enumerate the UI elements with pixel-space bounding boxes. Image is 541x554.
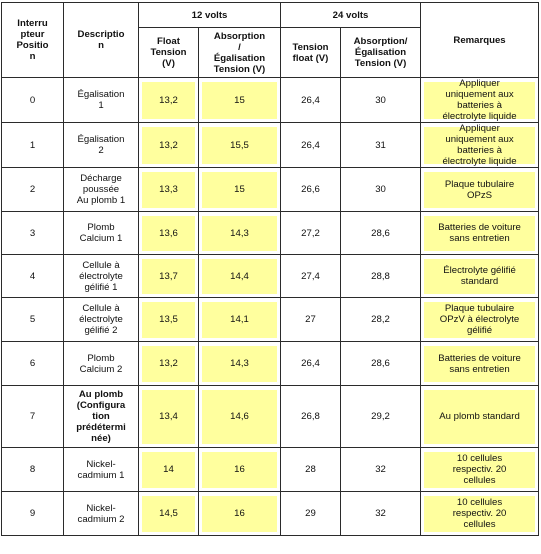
absorption-12v-value-cell	[199, 448, 281, 492]
absorption-24v-cell: 28,6	[341, 212, 421, 255]
float-12v-value: 14	[142, 452, 195, 488]
absorption-24v-cell: 32	[341, 492, 421, 536]
float-12v-value: 13,2	[142, 127, 195, 164]
remark-value-cell	[421, 168, 539, 212]
float-12v-value-cell	[139, 123, 199, 168]
position-cell: 2	[2, 168, 64, 212]
remark-value: Batteries de voiture sans entretien	[424, 346, 535, 382]
battery-settings-table	[1, 2, 539, 536]
float-12v-value: 13,7	[142, 259, 195, 294]
absorption-12v-value: 14,3	[202, 216, 277, 251]
absorption-12v-value-cell	[199, 386, 281, 448]
float-12v-value-cell	[139, 342, 199, 386]
remark-value-cell	[421, 78, 539, 123]
absorption-12v-value-cell	[199, 342, 281, 386]
absorption-12v-value-cell	[199, 168, 281, 212]
header-float-12v: Float Tension (V)	[139, 28, 199, 78]
float-12v-value: 13,2	[142, 82, 195, 119]
float-24v-cell: 26,6	[281, 168, 341, 212]
absorption-24v-cell: 32	[341, 448, 421, 492]
description-cell: Cellule à électrolyte gélifié 1	[64, 255, 139, 298]
remark-value-cell	[421, 123, 539, 168]
table-row	[2, 168, 539, 212]
float-12v-value: 14,5	[142, 496, 195, 532]
float-24v-cell: 26,4	[281, 78, 341, 123]
table-row	[2, 492, 539, 536]
absorption-12v-value: 14,4	[202, 259, 277, 294]
absorption-12v-value: 14,1	[202, 302, 277, 338]
header-description: Descriptio n	[64, 3, 139, 78]
header-12-volts: 12 volts	[139, 3, 281, 28]
header-float-24v: Tension float (V)	[281, 28, 341, 78]
table-row	[2, 298, 539, 342]
remark-value: Appliquer uniquement aux batteries à électrolyte liquide	[424, 82, 535, 119]
remark-value: Plaque tubulaire OPzV à électrolyte gélifié	[424, 302, 535, 338]
table-row	[2, 255, 539, 298]
remark-value: Appliquer uniquement aux batteries à électrolyte liquide	[424, 127, 535, 164]
position-cell: 3	[2, 212, 64, 255]
float-12v-value: 13,4	[142, 390, 195, 444]
header-absorption-24v: Absorption/ Égalisation Tension (V)	[341, 28, 421, 78]
position-cell: 7	[2, 386, 64, 448]
remark-value-cell	[421, 342, 539, 386]
header-row-group	[2, 3, 539, 28]
absorption-12v-value-cell	[199, 123, 281, 168]
float-12v-value-cell	[139, 298, 199, 342]
absorption-24v-cell: 29,2	[341, 386, 421, 448]
absorption-24v-cell: 30	[341, 168, 421, 212]
float-12v-value-cell	[139, 168, 199, 212]
remark-value-cell	[421, 448, 539, 492]
remark-value: Électrolyte gélifié standard	[424, 259, 535, 294]
absorption-24v-cell: 28,2	[341, 298, 421, 342]
float-12v-value-cell	[139, 212, 199, 255]
float-24v-cell: 27	[281, 298, 341, 342]
absorption-12v-value-cell	[199, 255, 281, 298]
remark-value: Au plomb standard	[424, 390, 535, 444]
absorption-24v-cell: 30	[341, 78, 421, 123]
header-position: Interru pteur Positio n	[2, 3, 64, 78]
absorption-24v-cell: 28,8	[341, 255, 421, 298]
float-24v-cell: 27,4	[281, 255, 341, 298]
position-cell: 5	[2, 298, 64, 342]
description-cell: Plomb Calcium 2	[64, 342, 139, 386]
description-cell: Au plomb (Configura tion prédétermi née)	[64, 386, 139, 448]
absorption-12v-value-cell	[199, 212, 281, 255]
description-cell: Plomb Calcium 1	[64, 212, 139, 255]
absorption-12v-value-cell	[199, 492, 281, 536]
position-cell: 8	[2, 448, 64, 492]
remark-value: 10 cellules respectiv. 20 cellules	[424, 452, 535, 488]
absorption-12v-value: 15	[202, 172, 277, 208]
remark-value-cell	[421, 255, 539, 298]
remark-value: Batteries de voiture sans entretien	[424, 216, 535, 251]
remark-value: 10 cellules respectiv. 20 cellules	[424, 496, 535, 532]
position-cell: 9	[2, 492, 64, 536]
float-12v-value-cell	[139, 386, 199, 448]
float-12v-value-cell	[139, 492, 199, 536]
float-24v-cell: 28	[281, 448, 341, 492]
table-body	[2, 78, 539, 536]
float-12v-value-cell	[139, 255, 199, 298]
remark-value-cell	[421, 298, 539, 342]
float-12v-value: 13,3	[142, 172, 195, 208]
position-cell: 1	[2, 123, 64, 168]
float-12v-value-cell	[139, 78, 199, 123]
absorption-12v-value-cell	[199, 298, 281, 342]
table-row	[2, 78, 539, 123]
float-12v-value-cell	[139, 448, 199, 492]
header-absorption-12v: Absorption / Égalisation Tension (V)	[199, 28, 281, 78]
position-cell: 6	[2, 342, 64, 386]
table-row	[2, 448, 539, 492]
position-cell: 4	[2, 255, 64, 298]
absorption-24v-cell: 31	[341, 123, 421, 168]
absorption-12v-value: 14,6	[202, 390, 277, 444]
float-12v-value: 13,5	[142, 302, 195, 338]
float-24v-cell: 26,4	[281, 342, 341, 386]
float-24v-cell: 26,8	[281, 386, 341, 448]
description-cell: Nickel- cadmium 2	[64, 492, 139, 536]
float-24v-cell: 29	[281, 492, 341, 536]
table-row	[2, 123, 539, 168]
float-12v-value: 13,2	[142, 346, 195, 382]
header-remarks: Remarques	[421, 3, 539, 78]
absorption-12v-value: 14,3	[202, 346, 277, 382]
header-24-volts: 24 volts	[281, 3, 421, 28]
table-row	[2, 342, 539, 386]
description-cell: Décharge poussée Au plomb 1	[64, 168, 139, 212]
remark-value-cell	[421, 386, 539, 448]
remark-value-cell	[421, 492, 539, 536]
remark-value: Plaque tubulaire OPzS	[424, 172, 535, 208]
battery-settings-table-container	[1, 2, 538, 536]
table-row	[2, 386, 539, 448]
description-cell: Égalisation 2	[64, 123, 139, 168]
absorption-12v-value: 16	[202, 452, 277, 488]
absorption-12v-value: 16	[202, 496, 277, 532]
float-24v-cell: 26,4	[281, 123, 341, 168]
absorption-24v-cell: 28,6	[341, 342, 421, 386]
description-cell: Nickel- cadmium 1	[64, 448, 139, 492]
float-12v-value: 13,6	[142, 216, 195, 251]
absorption-12v-value: 15,5	[202, 127, 277, 164]
position-cell: 0	[2, 78, 64, 123]
description-cell: Cellule à électrolyte gélifié 2	[64, 298, 139, 342]
absorption-12v-value: 15	[202, 82, 277, 119]
absorption-12v-value-cell	[199, 78, 281, 123]
remark-value-cell	[421, 212, 539, 255]
table-row	[2, 212, 539, 255]
description-cell: Égalisation 1	[64, 78, 139, 123]
float-24v-cell: 27,2	[281, 212, 341, 255]
